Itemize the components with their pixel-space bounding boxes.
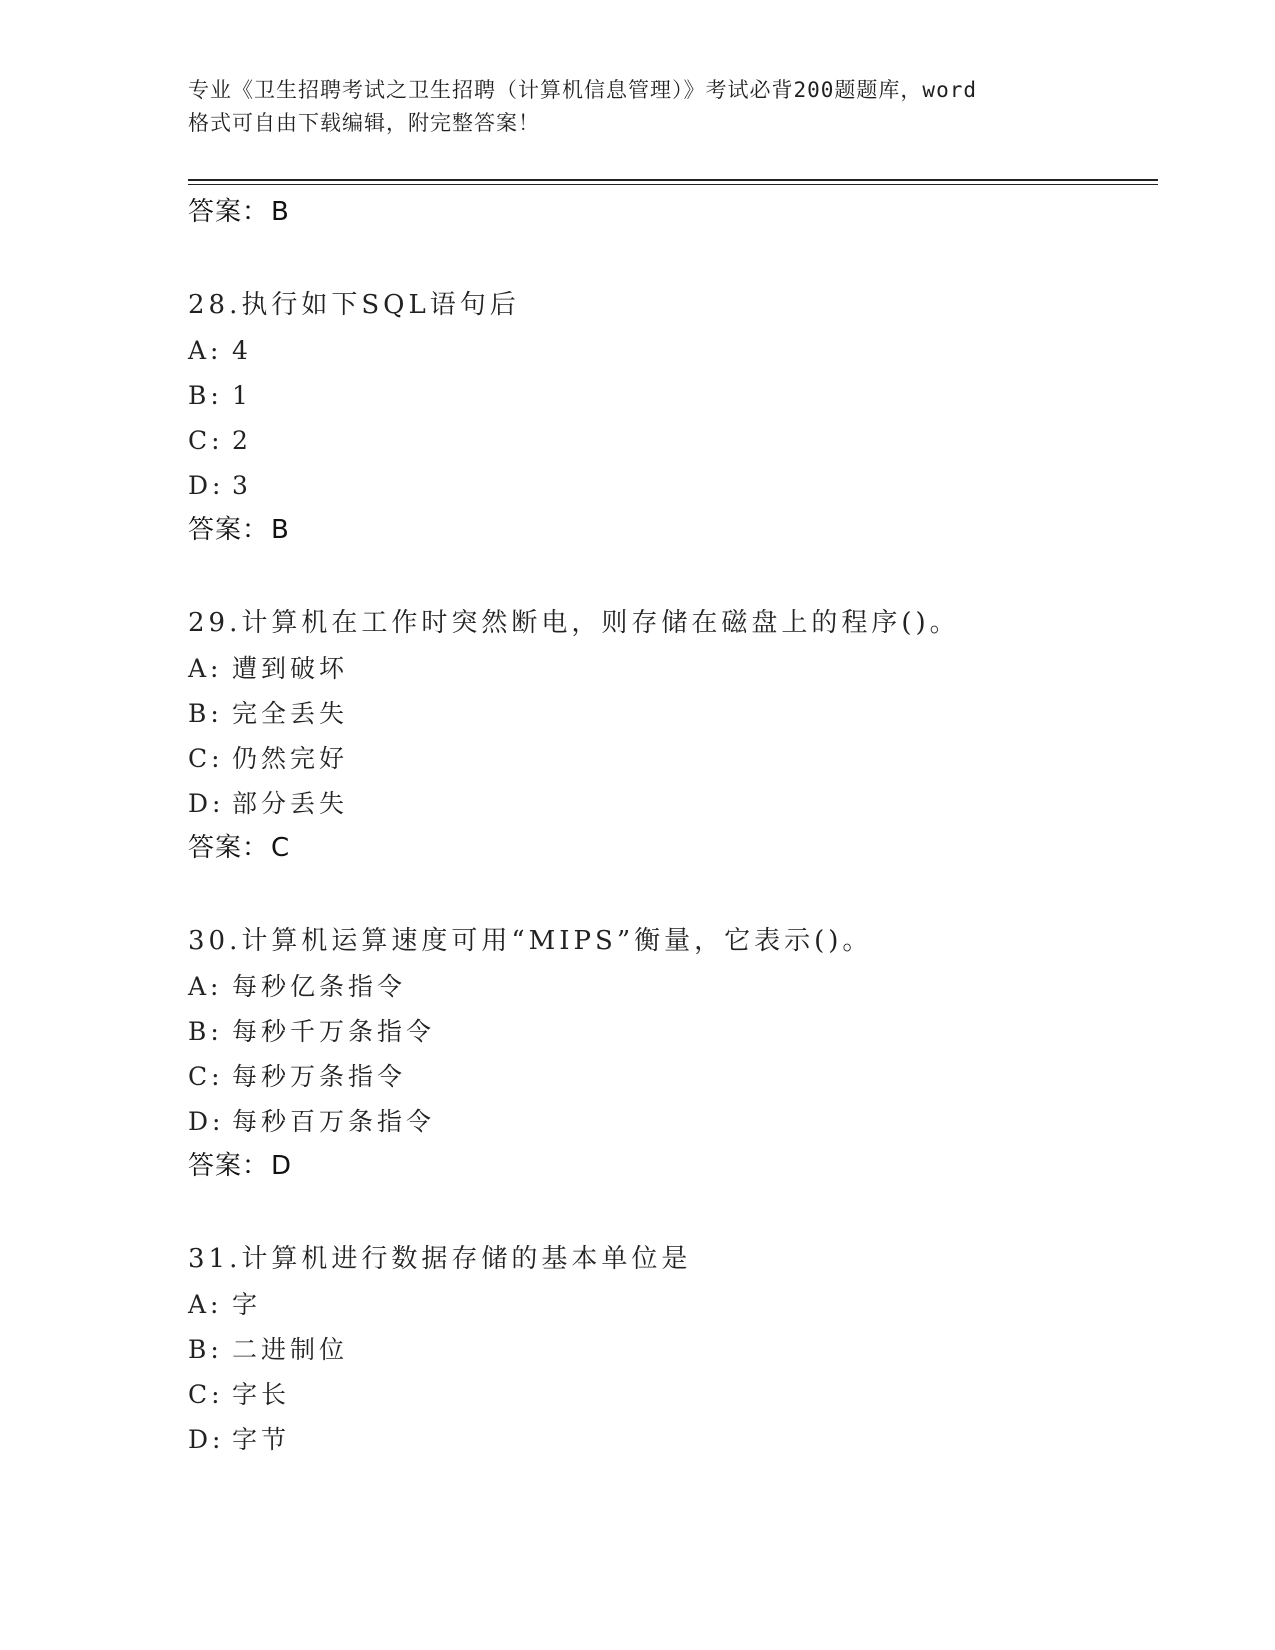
option-text: 二进制位 (232, 1335, 349, 1364)
option-letter: D: (188, 1107, 225, 1136)
option-text: 字长 (232, 1380, 291, 1409)
header-divider-thin (188, 184, 1158, 185)
question-stem: 31.计算机进行数据存储的基本单位是 (188, 1244, 692, 1274)
option-letter: D: (188, 1425, 225, 1454)
option-text: 遭到破坏 (232, 654, 349, 683)
option-letter: C: (188, 426, 224, 455)
header-line-1: 专业《卫生招聘考试之卫生招聘（计算机信息管理）》考试必背200题题库，word (188, 78, 977, 102)
option-letter: B: (188, 1017, 223, 1046)
answer-line (188, 508, 1148, 552)
option-b (188, 373, 1148, 418)
header-divider-thick (188, 179, 1158, 181)
question-stem: 28.执行如下SQL语句后 (188, 290, 520, 320)
answer-label: 答案： (188, 197, 270, 227)
option-c (188, 1372, 1148, 1417)
answer-value: D (271, 1151, 293, 1181)
answer-line (188, 826, 1148, 870)
option-c (188, 736, 1148, 781)
answer-line (188, 1144, 1148, 1188)
option-text: 每秒百万条指令 (232, 1107, 436, 1136)
option-letter: B: (188, 1335, 223, 1364)
answer-value: C (271, 833, 291, 863)
option-letter: B: (188, 699, 223, 728)
option-a (188, 964, 1148, 1009)
question-stem: 30.计算机运算速度可用“MIPS”衡量，它表示()。 (188, 926, 873, 956)
header-line-2: 格式可自由下载编辑，附完整答案！ (188, 111, 540, 135)
option-text: 字 (232, 1290, 262, 1319)
question-30 (188, 918, 1148, 1188)
option-letter: C: (188, 1380, 224, 1409)
option-text: 完全丢失 (232, 699, 349, 728)
option-a (188, 646, 1148, 691)
option-text: 1 (232, 381, 252, 410)
option-d (188, 1099, 1148, 1144)
option-text: 2 (232, 426, 252, 455)
option-d (188, 1417, 1148, 1462)
option-text: 每秒亿条指令 (232, 972, 407, 1001)
option-c (188, 1054, 1148, 1099)
option-c (188, 418, 1148, 463)
option-letter: A: (188, 654, 223, 683)
option-letter: A: (188, 1290, 223, 1319)
answer-line (188, 190, 1148, 234)
option-letter: A: (188, 972, 223, 1001)
option-b (188, 691, 1148, 736)
option-text: 部分丢失 (232, 789, 349, 818)
option-letter: D: (188, 789, 225, 818)
answer-value: B (271, 197, 290, 227)
option-text: 3 (232, 471, 252, 500)
option-a (188, 328, 1148, 373)
option-text: 字节 (232, 1425, 291, 1454)
option-b (188, 1327, 1148, 1372)
option-text: 4 (232, 336, 252, 365)
option-letter: B: (188, 381, 223, 410)
option-letter: C: (188, 1062, 224, 1091)
option-b (188, 1009, 1148, 1054)
option-letter: C: (188, 744, 224, 773)
answer-label: 答案： (188, 833, 270, 863)
answer-label: 答案： (188, 1151, 270, 1181)
question-content (188, 190, 1148, 1462)
option-text: 每秒万条指令 (232, 1062, 407, 1091)
answer-value: B (271, 515, 290, 545)
question-stem: 29.计算机在工作时突然断电，则存储在磁盘上的程序()。 (188, 608, 960, 638)
question-31 (188, 1236, 1148, 1462)
option-letter: D: (188, 471, 225, 500)
option-text: 仍然完好 (232, 744, 349, 773)
option-d (188, 463, 1148, 508)
option-d (188, 781, 1148, 826)
question-29 (188, 600, 1148, 870)
option-text: 每秒千万条指令 (232, 1017, 436, 1046)
question-28 (188, 282, 1148, 552)
document-header (188, 74, 1088, 140)
answer-label: 答案： (188, 515, 270, 545)
option-letter: A: (188, 336, 223, 365)
option-a (188, 1282, 1148, 1327)
